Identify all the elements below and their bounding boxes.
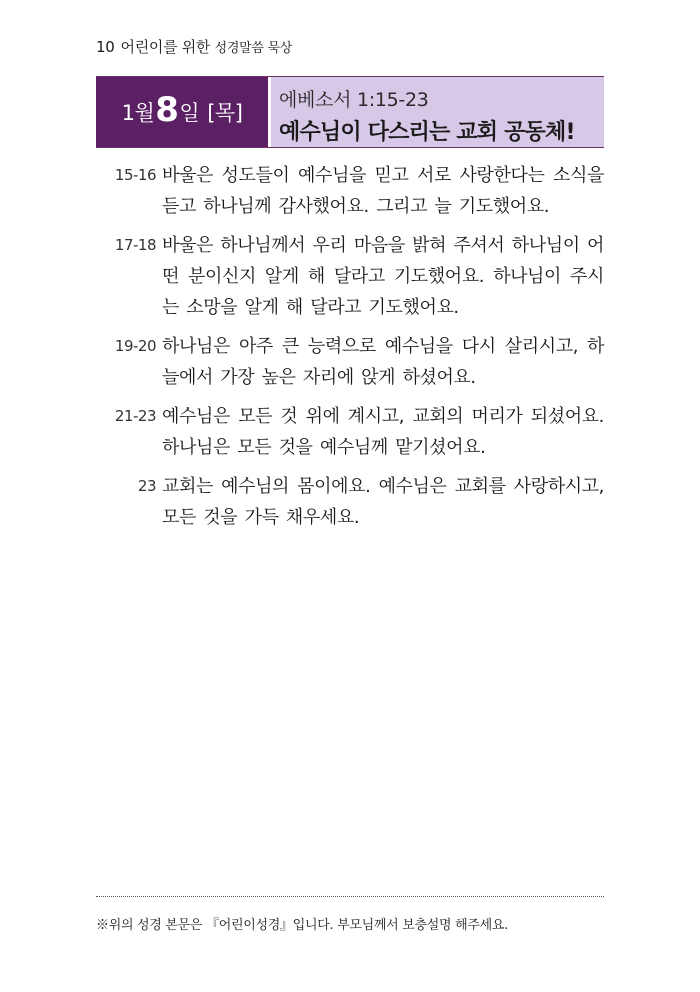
book-subtitle: 성경말씀 묵상 bbox=[214, 41, 292, 56]
verse-item bbox=[96, 331, 604, 393]
verse-number: 21-23 bbox=[114, 407, 156, 425]
verse-item bbox=[96, 160, 604, 222]
passage-reference: 에베소서 1:15-23 bbox=[279, 89, 429, 111]
book-title: 어린이를 위한 bbox=[120, 38, 211, 56]
verse-item bbox=[96, 230, 604, 323]
verse-item bbox=[96, 471, 604, 533]
verse-number: 17-18 bbox=[114, 236, 156, 254]
footer-divider bbox=[96, 896, 604, 897]
passage-title-box bbox=[268, 77, 604, 147]
devotion-header bbox=[96, 76, 604, 148]
date-month: 1월 bbox=[121, 101, 155, 125]
running-head bbox=[96, 36, 292, 57]
date-day: 8 bbox=[155, 90, 179, 130]
verse-text: 바울은 하나님께서 우리 마음을 밝혀 주셔서 하나님이 어떤 분이신지 알게 해 달라고 기도했어요. 하나님이 주시는 소망을 알게 해 달라고 기도했어요. bbox=[162, 235, 604, 318]
verse-number: 23 bbox=[137, 477, 156, 495]
date-weekday: [목] bbox=[207, 101, 243, 125]
date-badge bbox=[96, 77, 268, 147]
verse-item bbox=[96, 401, 604, 463]
verse-number: 19-20 bbox=[114, 337, 156, 355]
passage-title: 예수님이 다스리는 교회 공동체! bbox=[279, 120, 575, 145]
verse-text: 하나님은 아주 큰 능력으로 예수님을 다시 살리시고, 하늘에서 가장 높은 자리에 앉게 하셨어요. bbox=[162, 336, 604, 388]
verse-text: 바울은 성도들이 예수님을 믿고 서로 사랑한다는 소식을 듣고 하나님께 감사했어요. 그리고 늘 기도했어요. bbox=[162, 165, 604, 217]
verse-number: 15-16 bbox=[114, 166, 156, 184]
verse-text: 교회는 예수님의 몸이에요. 예수님은 교회를 사랑하시고, 모든 것을 가득 채우세요. bbox=[162, 476, 604, 528]
footnote: ※위의 성경 본문은 『어린이성경』입니다. 부모님께서 보충설명 해주세요. bbox=[96, 918, 508, 933]
verse-text: 예수님은 모든 것 위에 계시고, 교회의 머리가 되셨어요. 하나님은 모든 것을 예수님께 맡기셨어요. bbox=[162, 406, 604, 458]
date-day-suffix: 일 bbox=[179, 101, 200, 125]
verse-list bbox=[96, 160, 604, 541]
page-number: 10 bbox=[96, 38, 115, 56]
